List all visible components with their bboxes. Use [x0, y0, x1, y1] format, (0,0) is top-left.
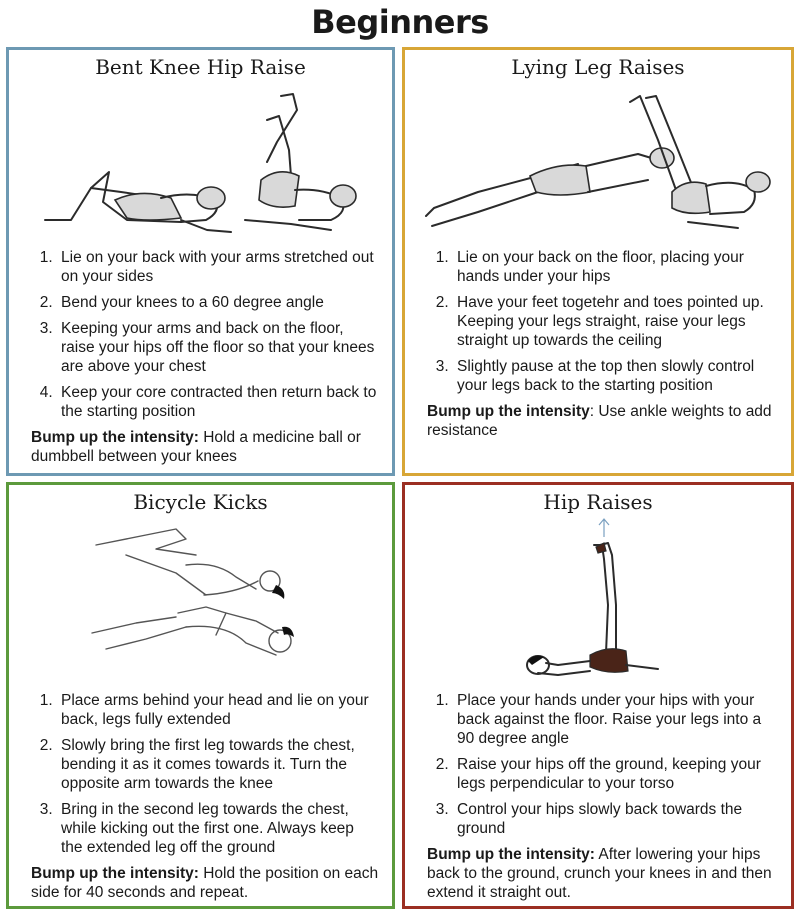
- intensity-text: After lowering your hips back to the ground, crunch your knees in and then extend it straight out.: [427, 846, 772, 901]
- bent-knee-hip-raise-illustration: [31, 80, 371, 248]
- instruction-step: 1. Lie on your back with your arms stretched out on your sides: [57, 248, 378, 286]
- instruction-step: 2. Have your feet togetehr and toes pointed up. Keeping your legs straight, raise your legs straight up towards the ceiling: [453, 293, 777, 350]
- intensity-tip: [9, 428, 392, 466]
- intensity-text: : Use ankle weights to add resistance: [427, 403, 772, 439]
- intensity-text: Hold the position on each side for 40 seconds and repeat.: [31, 865, 379, 901]
- intensity-label: Bump up the intensity:: [427, 846, 595, 863]
- instruction-list: [9, 691, 392, 857]
- instruction-step: 3. Keeping your arms and back on the floor, raise your hips off the floor so that your knees are above your chest: [57, 319, 378, 376]
- intensity-label: Bump up the intensity:: [31, 429, 199, 446]
- page-title: Beginners: [311, 3, 489, 41]
- instruction-step: 2. Bend your knees to a 60 degree angle: [57, 293, 378, 312]
- hip-raises-illustration: [498, 515, 698, 691]
- instruction-step: 2. Raise your hips off the ground, keeping your legs perpendicular to your torso: [453, 755, 777, 793]
- instruction-list: [9, 248, 392, 421]
- instruction-step: 2. Slowly bring the first leg towards the chest, bending it as it comes towards it. Turn the opposite arm towards the knee: [57, 736, 378, 793]
- exercise-title: Hip Raises: [543, 490, 653, 514]
- instruction-step: 1. Place arms behind your head and lie on your back, legs fully extended: [57, 691, 378, 729]
- exercise-card-hip-raises: [402, 482, 794, 909]
- intensity-tip: [9, 864, 392, 902]
- instruction-list: [405, 248, 791, 395]
- intensity-tip: [405, 402, 791, 440]
- exercise-card-lying-leg-raises: [402, 47, 794, 476]
- intensity-label: Bump up the intensity:: [31, 865, 199, 882]
- instruction-step: 4. Keep your core contracted then return back to the starting position: [57, 383, 378, 421]
- instruction-step: 1. Lie on your back on the floor, placing your hands under your hips: [453, 248, 777, 286]
- intensity-text: Hold a medicine ball or dumbbell between your knees: [31, 429, 361, 465]
- lying-leg-raises-illustration: [418, 80, 778, 248]
- exercise-card-bicycle-kicks: [6, 482, 395, 909]
- exercise-title: Lying Leg Raises: [511, 55, 685, 79]
- instruction-step: 3. Slightly pause at the top then slowly control your legs back to the starting position: [453, 357, 777, 395]
- instruction-list: [405, 691, 791, 838]
- bicycle-kicks-illustration: [86, 515, 316, 691]
- intensity-tip: [405, 845, 791, 902]
- instruction-step: 1. Place your hands under your hips with your back against the floor. Raise your legs into a 90 degree angle: [453, 691, 777, 748]
- exercise-title: Bicycle Kicks: [133, 490, 268, 514]
- intensity-label: Bump up the intensity: [427, 403, 590, 420]
- instruction-step: 3. Control your hips slowly back towards the ground: [453, 800, 777, 838]
- exercise-card-bent-knee-hip-raise: [6, 47, 395, 476]
- exercise-title: Bent Knee Hip Raise: [95, 55, 306, 79]
- instruction-step: 3. Bring in the second leg towards the chest, while kicking out the first one. Always keep the extended leg off the ground: [57, 800, 378, 857]
